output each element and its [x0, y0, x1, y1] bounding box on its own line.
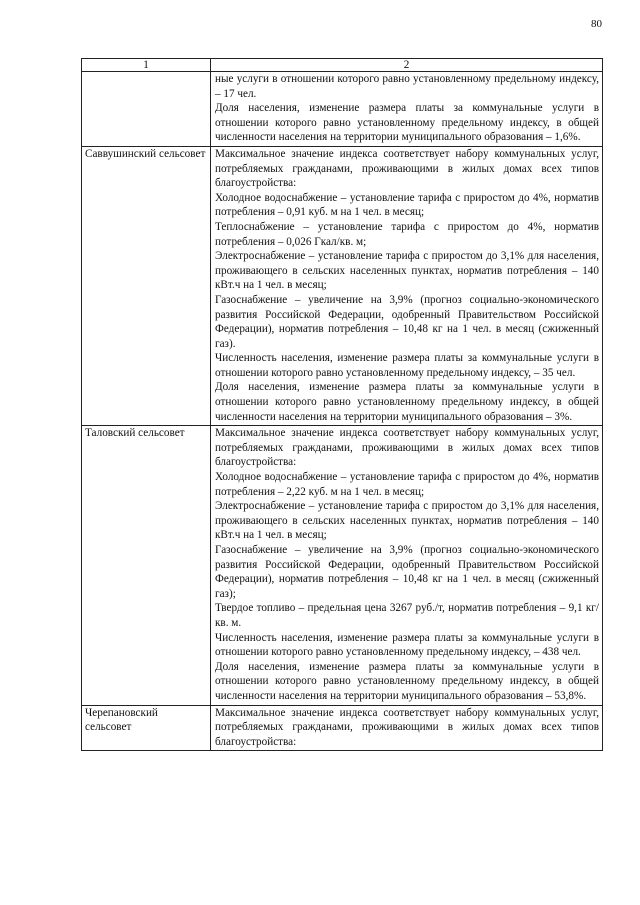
paragraph: Максимальное значение индекса соответствует набору коммунальных услуг, потребляемых гражданами, проживающими в жилых домах всех типов благоустройства:: [215, 427, 599, 469]
table-row: [82, 146, 603, 425]
paragraph: Газоснабжение – увеличение на 3,9% (прогноз социально-экономического развития Российской Федерации, одобренный Правительством Российской Федерации), норматив потребления – 10,48 кг на 1 чел. в месяц (сжиженный газ);: [215, 544, 599, 600]
tariff-table: [81, 58, 603, 751]
paragraph: Твердое топливо – предельная цена 3267 руб./т, норматив потребления – 9,1 кг/кв. м.: [215, 602, 599, 629]
paragraph: Холодное водоснабжение – установление тарифа с приростом до 4%, норматив потребления – 0,91 куб. м на 1 чел. в месяц;: [215, 191, 599, 219]
paragraph: Электроснабжение – установление тарифа с приростом до 3,1% для населения, проживающего в сельских населенных пунктах, норматив потребления – 140 кВт.ч на 1 чел. в месяц;: [215, 500, 599, 542]
table-header-row: [82, 59, 603, 72]
table-row: [82, 705, 603, 751]
description-cell: [211, 705, 603, 751]
paragraph: Численность населения, изменение размера платы за коммунальные услуги в отношении которого равно установленному предельному индексу, – 438 чел.: [215, 631, 599, 659]
paragraph: Доля населения, изменение размера платы за коммунальные услуги в отношении которого равно установленному предельному индексу, в общей численности населения на территории муниципального образования – 53,8%.: [215, 660, 599, 702]
column-header-1: 1: [82, 59, 211, 72]
column-header-2: 2: [211, 59, 603, 72]
paragraph: Газоснабжение – увеличение на 3,9% (прогноз социально-экономического развития Российской Федерации, одобренный Правительством Российской Федерации), норматив потребления – 10,48 кг на 1 чел. в месяц (сжиженный газ).: [215, 293, 599, 350]
description-cell: [211, 426, 603, 705]
municipality-cell: Черепановский сельсовет: [82, 705, 211, 751]
paragraph: Максимальное значение индекса соответствует набору коммунальных услуг, потребляемых гражданами, проживающими в жилых домах всех типов благоустройства:: [215, 706, 599, 748]
municipality-cell: Саввушинский сельсовет: [82, 146, 211, 425]
paragraph: Численность населения, изменение размера платы за коммунальные услуги в отношении которого равно установленному предельному индексу, – 35 чел.: [215, 352, 599, 379]
table-row: [82, 426, 603, 705]
paragraph: Электроснабжение – установление тарифа с приростом до 3,1% для населения, проживающего в сельских населенных пунктах, норматив потребления – 140 кВт.ч на 1 чел. в месяц;: [215, 250, 599, 292]
municipality-cell: Таловский сельсовет: [82, 426, 211, 705]
municipality-cell: [82, 72, 211, 147]
paragraph: Теплоснабжение – установление тарифа с приростом до 4%, норматив потребления – 0,026 Гкал/кв. м;: [215, 220, 599, 248]
table-row: [82, 72, 603, 147]
paragraph: Максимальное значение индекса соответствует набору коммунальных услуг, потребляемых гражданами, проживающими в жилых домах всех типов благоустройства:: [215, 147, 599, 190]
paragraph: ные услуги в отношении которого равно установленному предельному индексу, – 17 чел.: [215, 73, 599, 100]
paragraph: Доля населения, изменение размера платы за коммунальные услуги в отношении которого равно установленному предельному индексу, в общей численности населения на территории муниципального образования – 1,6%.: [215, 102, 599, 144]
paragraph: Холодное водоснабжение – установление тарифа с приростом до 4%, норматив потребления – 2,22 куб. м на 1 чел. в месяц;: [215, 471, 599, 498]
page-number: 80: [591, 18, 602, 30]
description-cell: [211, 72, 603, 147]
paragraph: Доля населения, изменение размера платы за коммунальные услуги в отношении которого равно установленному предельному индексу, в общей численности населения на территории муниципального образования – 3%.: [215, 381, 599, 423]
description-cell: [211, 146, 603, 425]
